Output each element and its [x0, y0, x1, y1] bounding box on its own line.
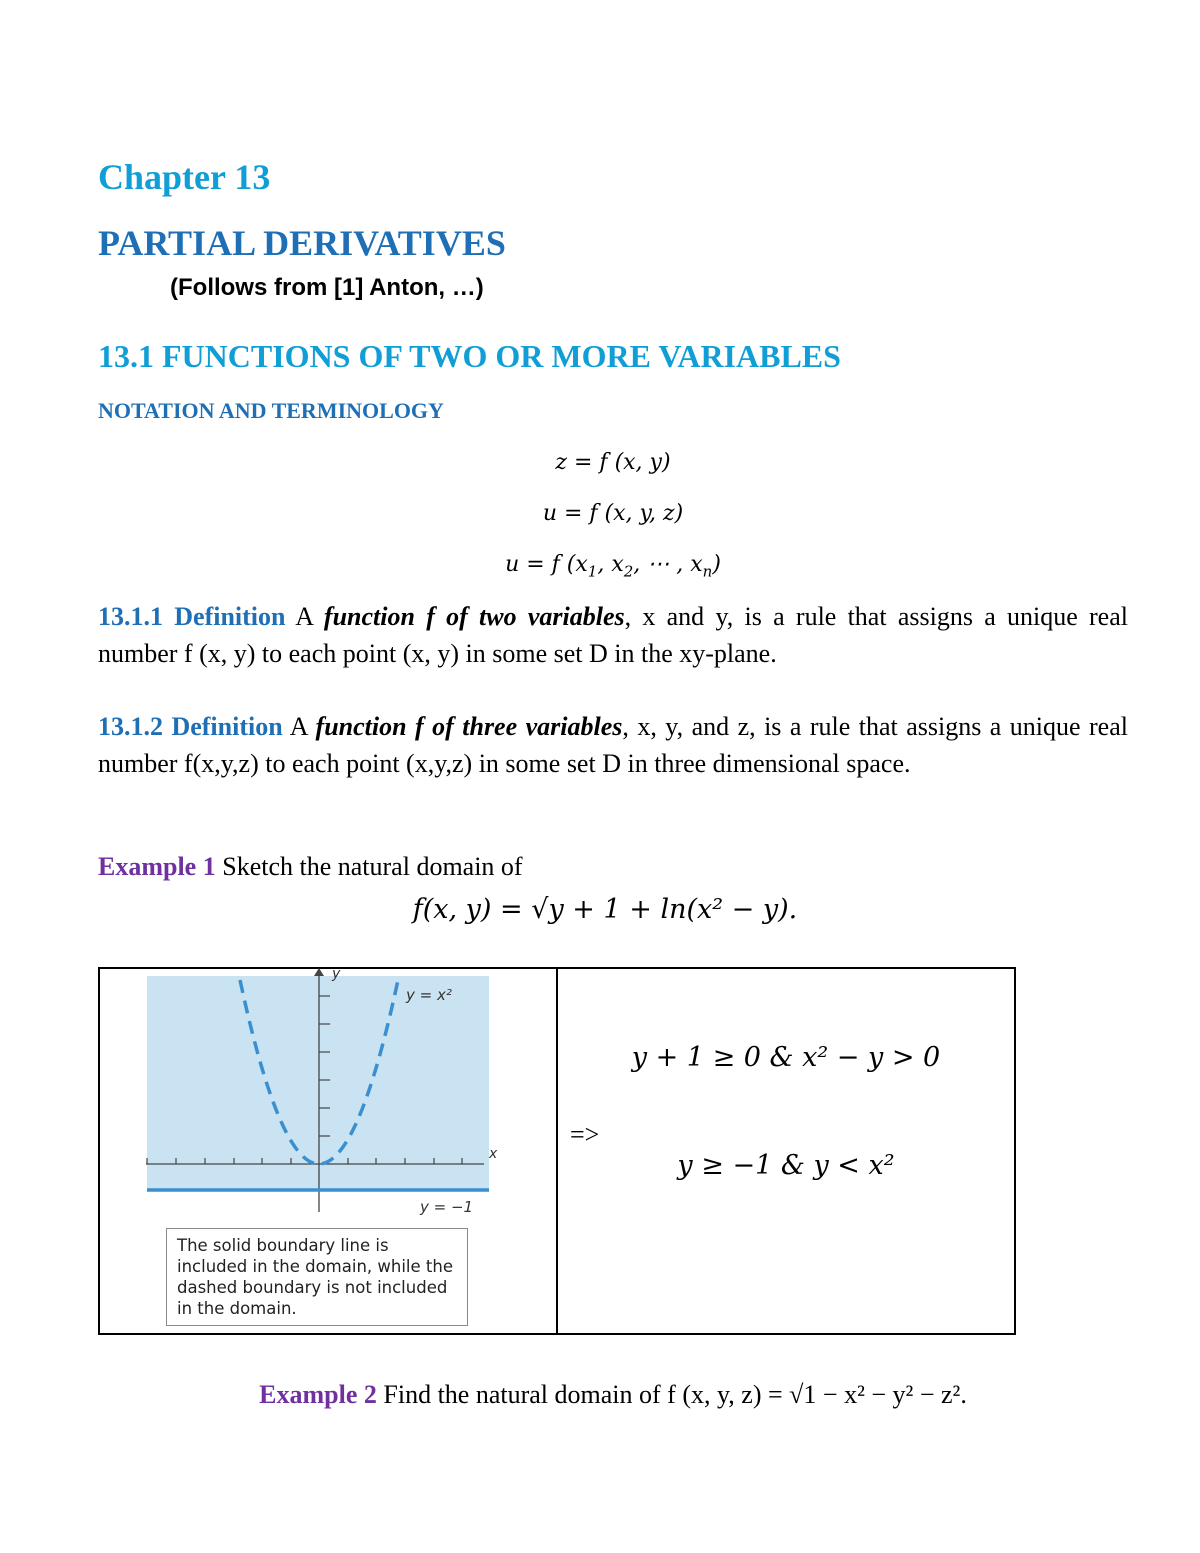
chapter-heading: Chapter 13 [98, 157, 271, 197]
domain-shading [147, 976, 489, 1190]
implies-arrow: => [570, 1120, 600, 1149]
domain-conditions: y + 1 ≥ 0 & x² − y > 0 [631, 1042, 941, 1073]
parabola-label: y = x² [406, 986, 452, 1004]
y-axis-label: y [332, 966, 341, 982]
domain-graph [144, 966, 516, 1216]
subsection-heading: NOTATION AND TERMINOLOGY [98, 398, 444, 423]
definition-13-1-2: 13.1.2 Definition A function f of three variables, x, y, and z, is a rule that assigns a unique real number f(x,y,z) to each point (x,y,z) in some set D in three dimensional space. [98, 712, 1128, 778]
example-1-formula: f(x, y) = √y + 1 + ln(x² − y). [412, 894, 798, 925]
line-label: y = −1 [420, 1198, 474, 1216]
page-title: PARTIAL DERIVATIVES [98, 223, 506, 263]
figure-caption: The solid boundary line is included in the domain, while the dashed boundary is not included in the domain. [166, 1228, 468, 1326]
example-label: Example 2 [259, 1380, 377, 1409]
y-axis-arrow [314, 968, 324, 976]
equation-two-vars: z = f (x, y) [555, 450, 671, 475]
definition-label: 13.1.2 Definition [98, 712, 283, 741]
definition-label: 13.1.1 Definition [98, 602, 286, 631]
x-axis-label: x [489, 1146, 498, 1162]
example-2: Example 2 Find the natural domain of f (x, y, z) = √1 − x² − y² − z². [259, 1380, 967, 1409]
definition-13-1-1: 13.1.1 Definition A function f of two variables, x and y, is a rule that assigns a unique real number f (x, y) to each point (x, y) in some set D in the xy-plane. [98, 602, 1128, 668]
source-note: (Follows from [1] Anton, …) [170, 274, 484, 301]
equation-n-vars: u = f ($x_1$, $x_2$, ⋯ , $x_n$) [505, 552, 721, 581]
section-heading: 13.1 FUNCTIONS OF TWO OR MORE VARIABLES [98, 338, 841, 374]
example-1: Example 1 Sketch the natural domain of [98, 852, 523, 881]
example-label: Example 1 [98, 852, 216, 881]
equation-three-vars: u = f (x, y, z) [542, 501, 684, 526]
domain-result: y ≥ −1 & y < x² [677, 1150, 895, 1181]
